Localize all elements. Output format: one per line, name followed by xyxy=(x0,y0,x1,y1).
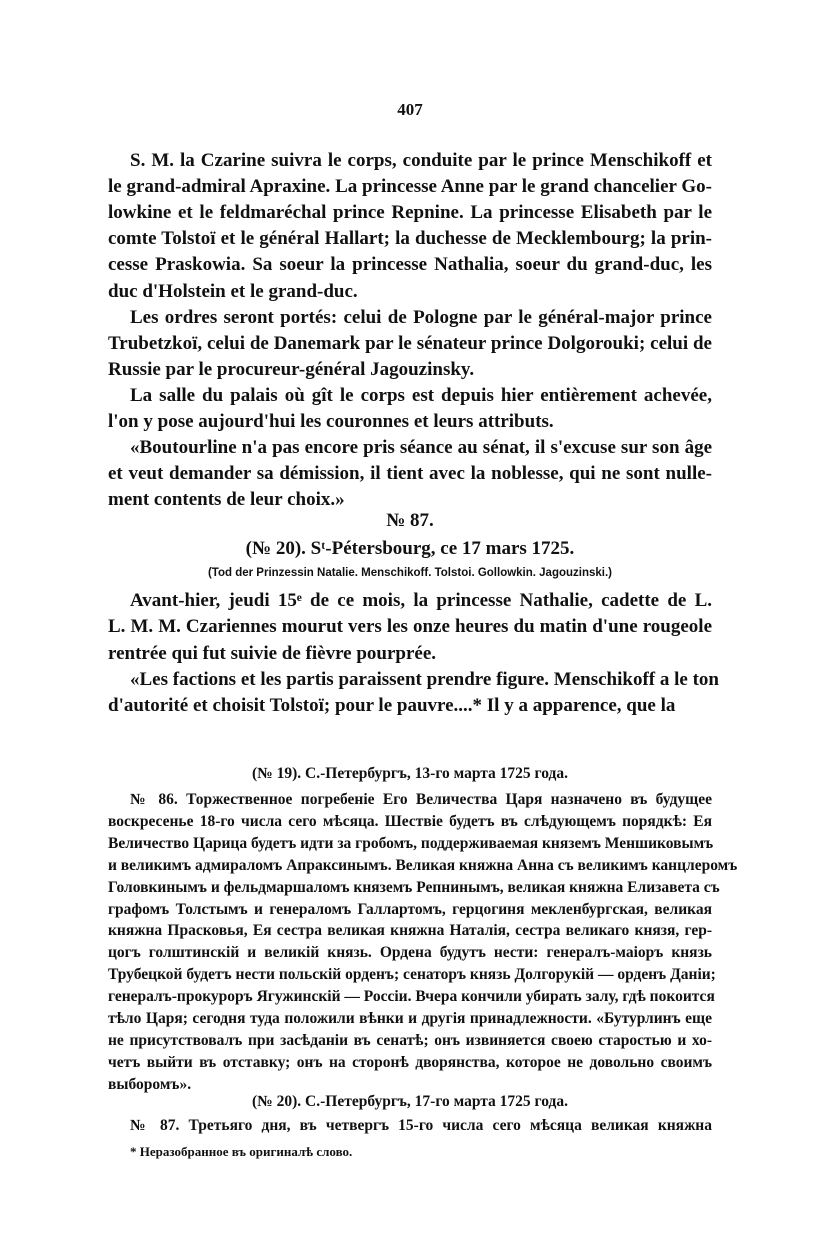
text-line: Трубецкой будетъ нести польскій орденъ; сенаторъ князь Долгорукій — орденъ Даніи; xyxy=(108,966,716,984)
text-line: cesse Praskowia. Sa soeur la princesse Nathalia, soeur du grand-duc, les xyxy=(108,254,712,276)
text-line: княжна Прасковья, Ея сестра великая княжна Наталія, сестра великаго князя, гер- xyxy=(108,922,712,940)
page-number: 407 xyxy=(397,100,423,119)
text-line: № 86. Торжественное погребеніе Его Величества Царя назначено въ будущее xyxy=(130,791,712,808)
text-line: № 87. Третьяго дня, въ четвергъ 15-го числа сего мѣсяца великая княжна xyxy=(130,1117,712,1134)
text-line: Russie par le procureur-général Jagouzinsky. xyxy=(108,358,475,380)
text-line: Les ordres seront portés: celui de Pologne par le général-major prince xyxy=(130,306,712,328)
footnote: * Неразобранное въ оригиналѣ слово. xyxy=(130,1144,353,1159)
text-line: генералъ-прокуроръ Ягужинскій — Россіи. Вчера кончили убирать залу, гдѣ покоится xyxy=(108,988,715,1006)
text-line: le grand-admiral Apraxine. La princesse Anne par le grand chancelier Go- xyxy=(108,176,712,198)
text-line: выборомъ». xyxy=(108,1075,192,1093)
text-line: четъ выйти въ отставку; онъ на сторонѣ дворянства, которое не довольно своимъ xyxy=(108,1053,712,1071)
text-line: l'on y pose aujourd'hui les couronnes et leurs attributs. xyxy=(108,411,554,432)
document-heading: № 87. xyxy=(386,510,434,531)
text-line: «Boutourline n'a pas encore pris séance au sénat, il s'excuse sur son âge xyxy=(130,437,712,459)
text-line: не присутствовалъ при засѣданіи въ сенатѣ; онъ извиняется своею старостью и хо- xyxy=(108,1031,712,1049)
text-line: L. M. M. Czariennes mourut vers les onze heures du matin d'une rougeole xyxy=(108,616,712,638)
text-line: тѣло Царя; сегодня туда положили вѣнки и другія принадлежности. «Бутурлинъ еще xyxy=(108,1010,712,1027)
text-line: Avant-hier, jeudi 15ᵉ de ce mois, la princesse Nathalie, cadette de L. xyxy=(130,590,712,611)
text-line: d'autorité et choisit Tolstoï; pour le pauvre....* Il y a apparence, que la xyxy=(108,695,676,717)
text-line: et veut demander sa démission, il tient avec la noblesse, qui ne sont nulle- xyxy=(108,463,712,485)
text-line: S. M. la Czarine suivra le corps, conduite par le prince Menschikoff et xyxy=(130,150,712,171)
text-line: и великимъ адмираломъ Апраксинымъ. Великая княжна Анна съ великимъ канцлеромъ xyxy=(108,856,738,874)
dateline: (№ 20). С.-Петербургъ, 17-го марта 1725 года. xyxy=(252,1093,568,1110)
text-line: rentrée qui fut suivie de fièvre pourprée. xyxy=(108,642,437,664)
text-line: воскресенье 18-го числа сего мѣсяца. Шествіе будетъ въ слѣдующемъ порядкѣ: Ея xyxy=(108,812,712,830)
text-line: La salle du palais où gît le corps est depuis hier entièrement achevée, xyxy=(130,384,712,406)
text-line: duc d'Holstein et le grand-duc. xyxy=(108,280,358,302)
summary-line: (Tod der Prinzessin Natalie. Menschikoff. Tolstoi. Gollowkin. Jagouzinski.) xyxy=(207,567,613,579)
text-line: lowkine et le feldmaréchal prince Repnine. La princesse Elisabeth par le xyxy=(108,202,712,224)
text-line: Головкинымъ и фельдмаршаломъ княземъ Репнинымъ, великая княжна Елизавета съ xyxy=(108,878,720,896)
text-line: ment contents de leur choix.» xyxy=(108,489,345,511)
dateline: (№ 20). Sᵗ-Pétersbourg, ce 17 mars 1725. xyxy=(245,538,575,559)
text-line: comte Tolstoï et le général Hallart; la duchesse de Mecklembourg; la prin- xyxy=(108,228,712,250)
text-line: Trubetzkoï, celui de Danemark par le sénateur prince Dolgorouki; celui de xyxy=(108,332,712,354)
text-line: графомъ Толстымъ и генераломъ Галлартомъ, герцогиня мекленбургская, великая xyxy=(108,900,712,918)
dateline: (№ 19). С.-Петербургъ, 13-го марта 1725 года. xyxy=(252,765,568,782)
text-line: «Les factions et les partis paraissent prendre figure. Menschikoff a le ton xyxy=(130,668,719,690)
text-line: Величество Царица будетъ идти за гробомъ, поддерживаемая княземъ Меншиковымъ xyxy=(108,834,714,852)
text-line: цогъ голштинскій и великій князь. Ордена будутъ нести: генералъ-маіоръ князь xyxy=(108,944,712,962)
